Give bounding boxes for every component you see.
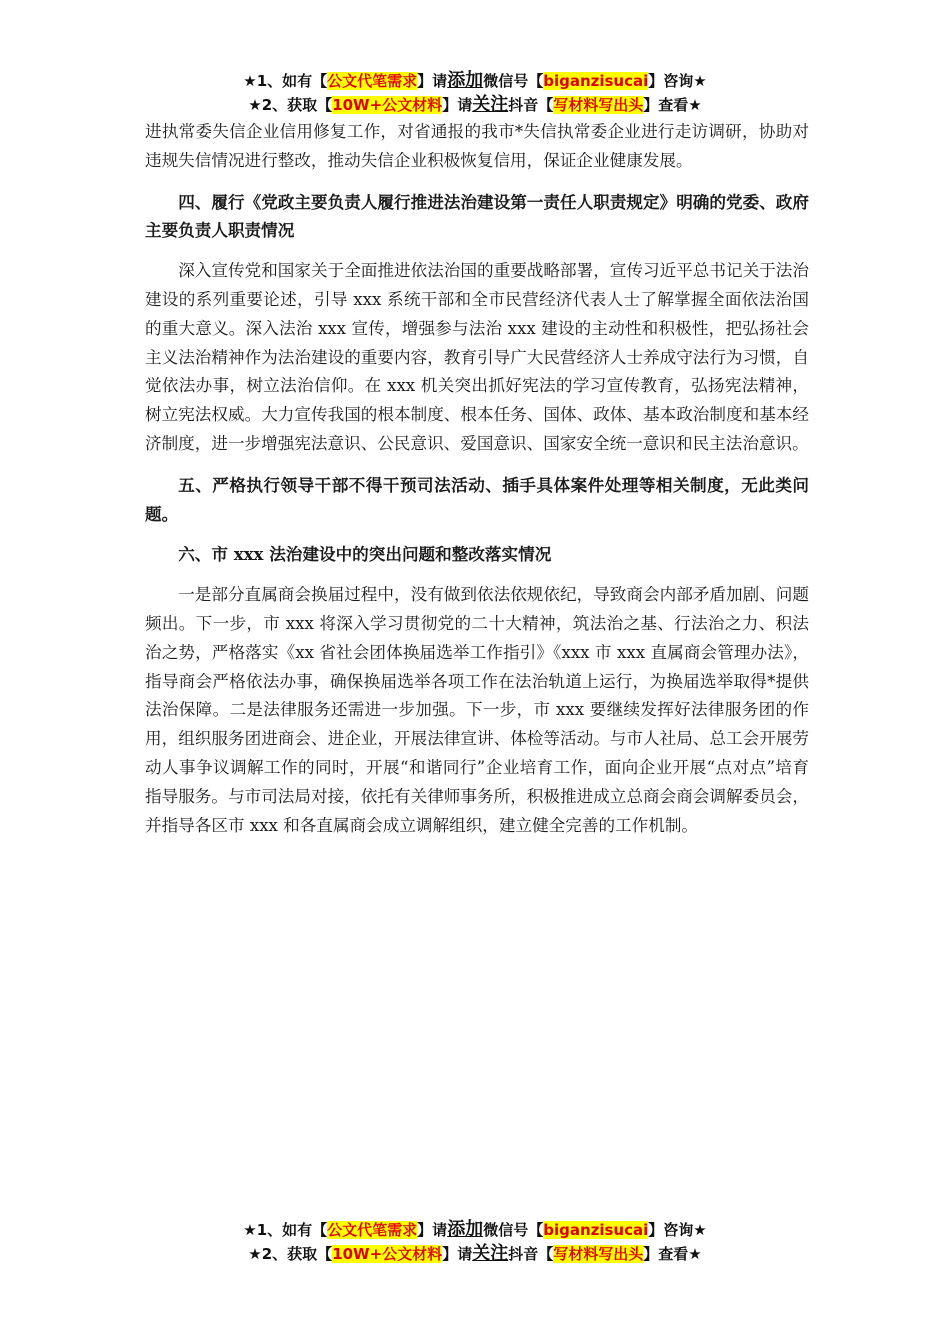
banner-line-1 — [0, 69, 950, 93]
banner-line-1 — [0, 1218, 950, 1242]
banner-line-2 — [0, 1242, 950, 1266]
banner-emphasis: 关注 — [472, 1243, 509, 1264]
banner-text: 抖音【 — [508, 96, 554, 114]
banner-text: 】请 — [442, 1245, 473, 1263]
banner-text: 微信号【 — [483, 1221, 544, 1239]
banner-highlight: biganzisucai — [543, 1221, 649, 1239]
section-heading-4: 四、履行《党政主要负责人履行推进法治建设第一责任人职责规定》明确的党委、政府主要负责人职责情况 — [145, 191, 809, 241]
banner-line-2 — [0, 93, 950, 117]
paragraph-continued: 进执常委失信企业信用修复工作，对省通报的我市*失信执常委企业进行走访调研，协助对违规失信情况进行整改，推动失信企业积极恢复信用，保证企业健康发展。 — [145, 122, 809, 170]
banner-highlight: biganzisucai — [543, 72, 649, 90]
footer-banner — [0, 1218, 950, 1266]
banner-text: 】请 — [417, 72, 448, 90]
banner-highlight: 写材料写出头 — [553, 1245, 644, 1263]
banner-text: 】请 — [417, 1221, 448, 1239]
document-body — [145, 118, 809, 840]
section-heading-5: 五、严格执行领导干部不得干预司法活动、插手具体案件处理等相关制度，无此类问题。 — [145, 474, 809, 524]
banner-text: 】查看★ — [643, 1245, 702, 1263]
banner-text: ★2、获取【 — [248, 96, 333, 114]
banner-highlight: 10W+公文材料 — [332, 1245, 443, 1263]
banner-text: 抖音【 — [508, 1245, 554, 1263]
banner-highlight: 公文代笔需求 — [327, 72, 418, 90]
banner-highlight: 公文代笔需求 — [327, 1221, 418, 1239]
banner-highlight: 10W+公文材料 — [332, 96, 443, 114]
banner-text: ★1、如有【 — [243, 1221, 328, 1239]
banner-text: 】咨询★ — [648, 72, 707, 90]
header-banner — [0, 69, 950, 117]
paragraph-section-4: 深入宣传党和国家关于全面推进依法治国的重要战略部署，宣传习近平总书记关于法治建设的系列重要论述，引导 xxx 系统干部和全市民营经济代表人士了解掌握全面依法治国的重大意义。深入法治 xxx 宣传，增强参与法治 xxx 建设的主动性和积极性，把弘扬社会主义法治精神作为法治建设的重要内容，教育引导广大民营经济人士养成守法行为习惯，自觉依法办事，树立法治信仰。在 xxx 机关突出抓好宪法的学习宣传教育，弘扬宪法精神，树立宪法权威。大力宣传我国的根本制度、根本任务、国体、政体、基本政治制度和基本经济制度，进一步增强宪法意识、公民意识、爱国意识、国家安全统一意识和民主法治意识。 — [145, 261, 809, 453]
banner-text: ★2、获取【 — [248, 1245, 333, 1263]
banner-text: 微信号【 — [483, 72, 544, 90]
banner-text: 】请 — [442, 96, 473, 114]
section-heading-6: 六、市 xxx 法治建设中的突出问题和整改落实情况 — [178, 544, 552, 565]
banner-highlight: 写材料写出头 — [553, 96, 644, 114]
banner-emphasis: 添加 — [447, 1219, 484, 1240]
banner-text: 】咨询★ — [648, 1221, 707, 1239]
banner-emphasis: 添加 — [447, 70, 484, 91]
paragraph-section-6: 一是部分直属商会换届过程中，没有做到依法依规依纪，导致商会内部矛盾加剧、问题频出。下一步，市 xxx 将深入学习贯彻党的二十大精神，筑法治之基、行法治之力、积法治之势，严格落实《xx 省社会团体换届选举工作指引》《xxx 市 xxx 直属商会管理办法》，指导商会严格依法办事，确保换届选举各项工作在法治轨道上运行，为换届选举取得*提供法治保障。二是法律服务还需进一步加强。下一步，市 xxx 要继续发挥好法律服务团的作用，组织服务团进商会、进企业，开展法律宣讲、体检等活动。与市人社局、总工会开展劳动人事争议调解工作的同时，开展“和谐同行”企业培育工作，面向企业开展“点对点”培育指导服务。与市司法局对接，依托有关律师事务所，积极推进成立总商会商会调解委员会，并指导各区市 xxx 和各直属商会成立调解组织，建立健全完善的工作机制。 — [145, 585, 809, 835]
banner-emphasis: 关注 — [472, 94, 509, 115]
banner-text: ★1、如有【 — [243, 72, 328, 90]
banner-text: 】查看★ — [643, 96, 702, 114]
